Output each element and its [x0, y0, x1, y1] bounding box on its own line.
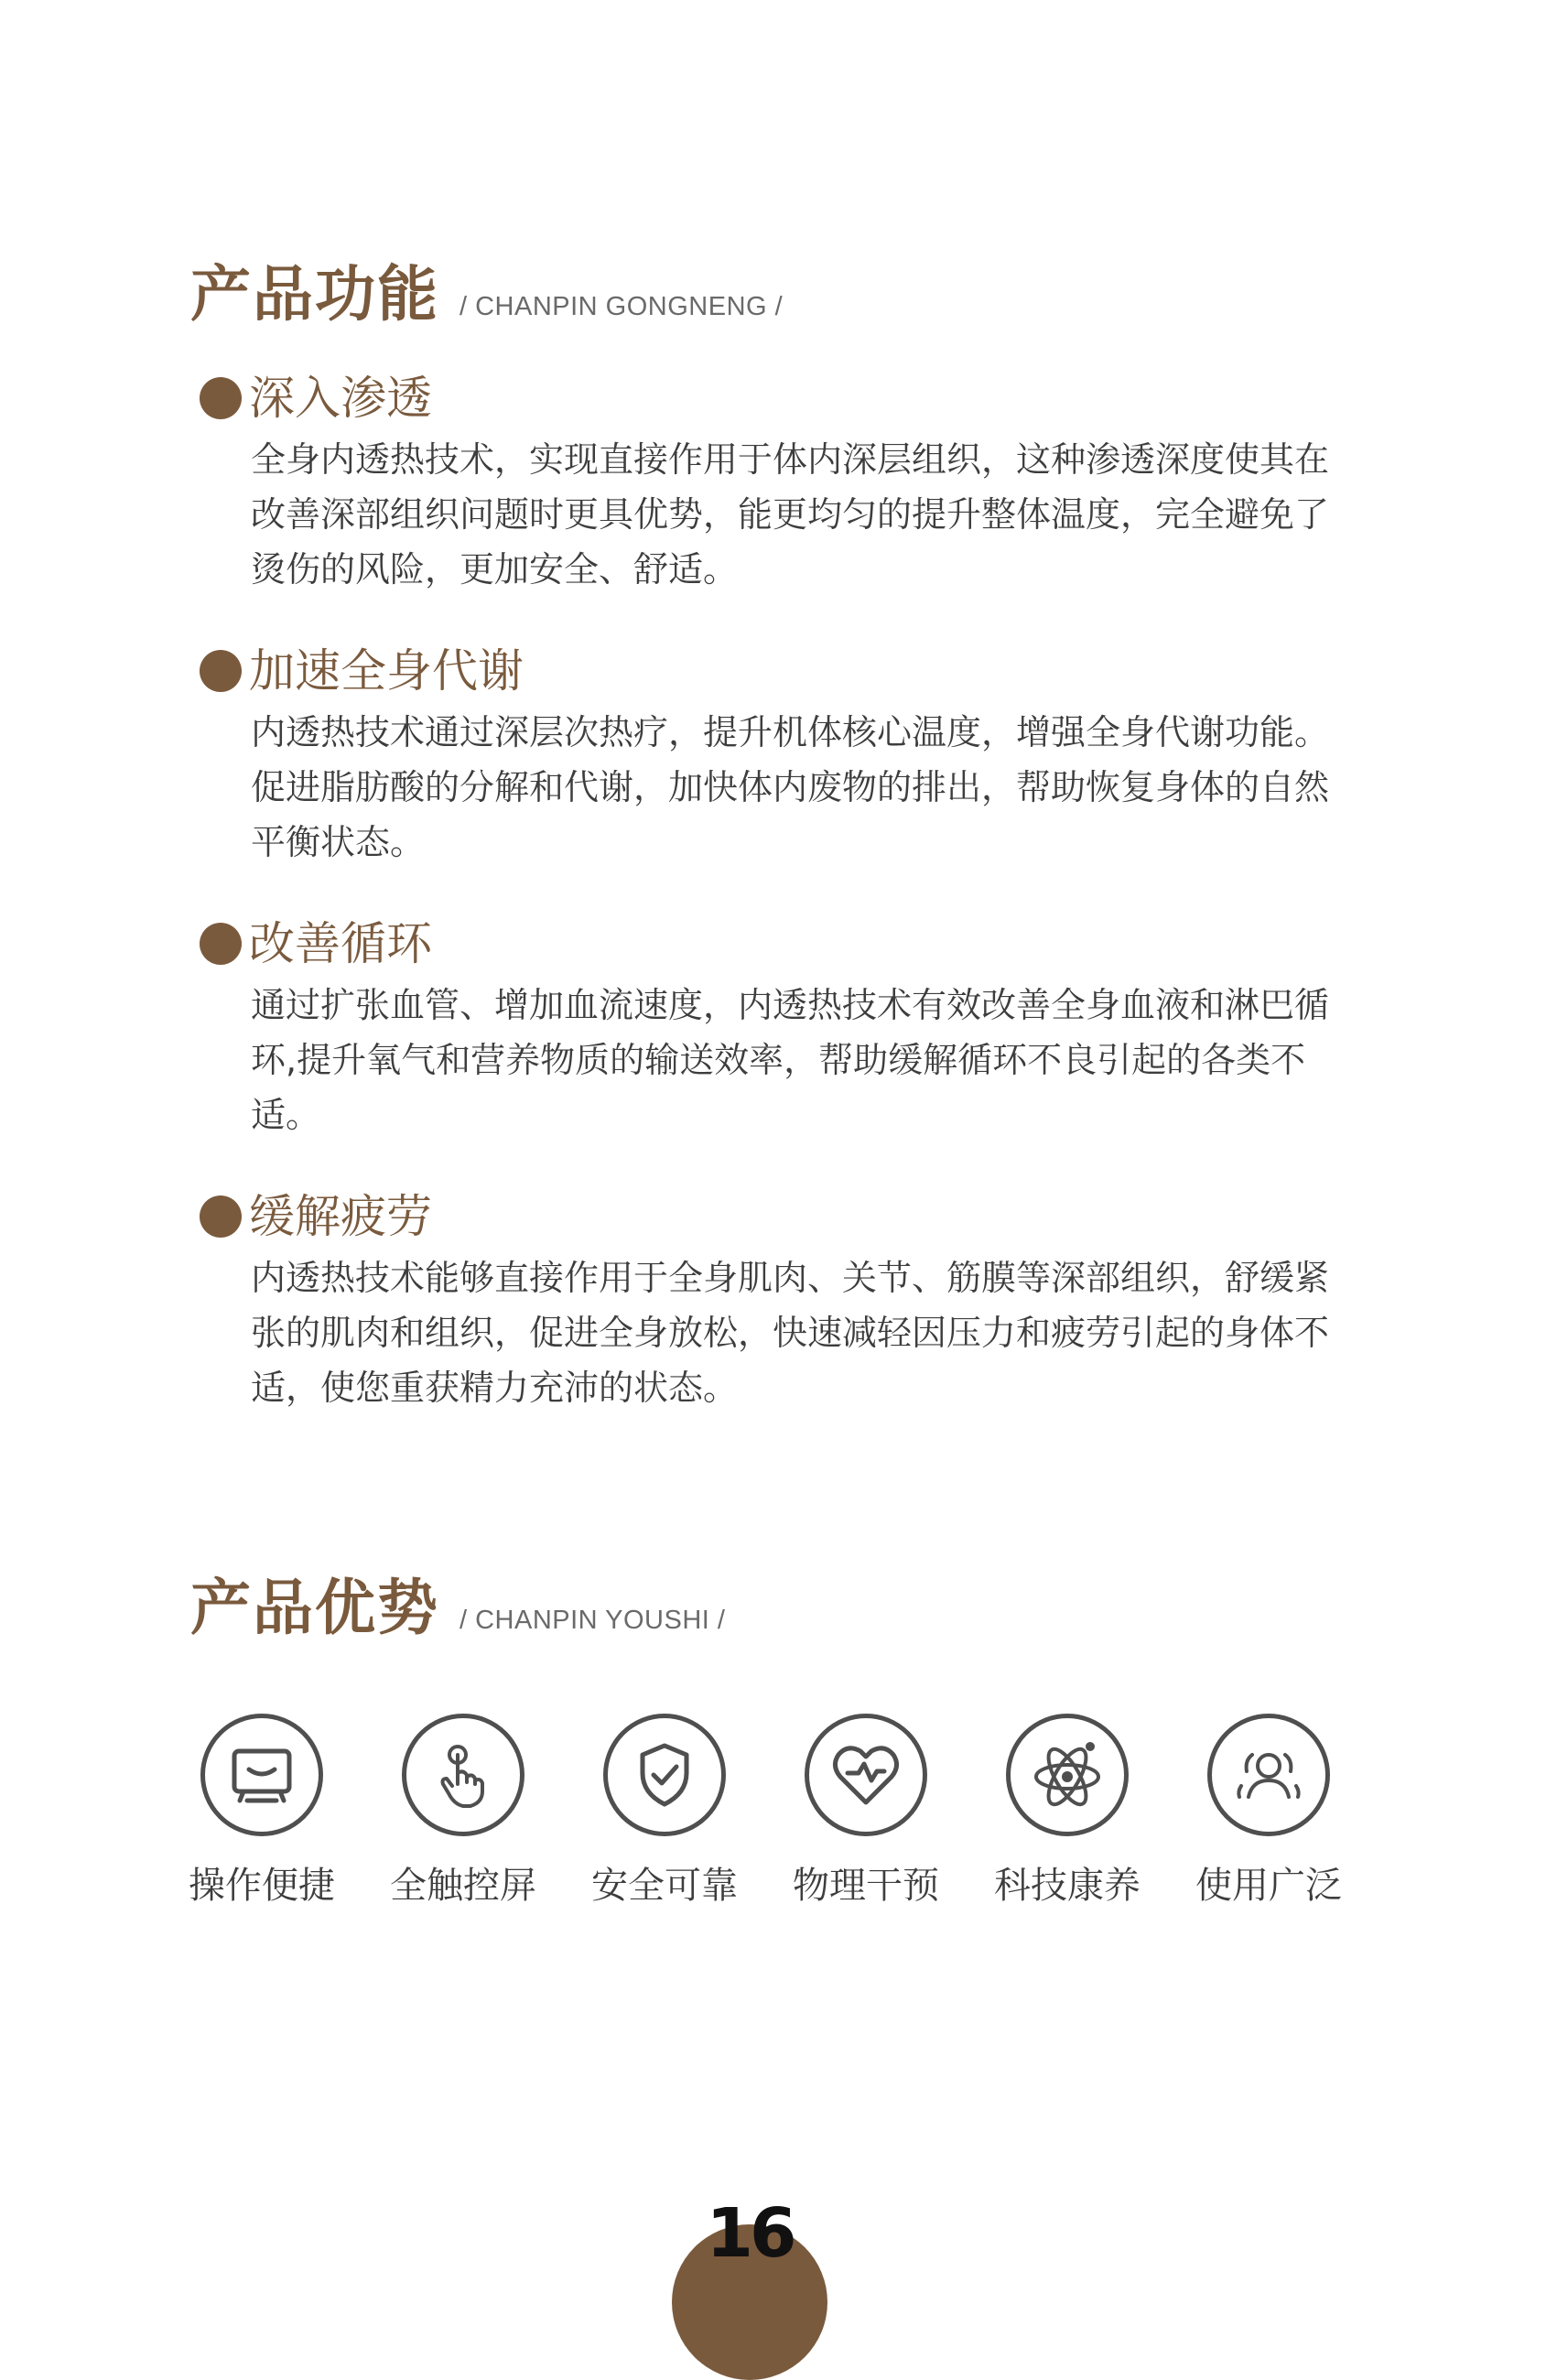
advantage-label: 科技康养: [994, 1865, 1141, 1907]
heart-pulse-icon: [805, 1714, 927, 1836]
advantage-label: 操作便捷: [189, 1865, 335, 1907]
advantage-label: 物理干预: [793, 1865, 939, 1907]
advantages-row: [170, 1714, 1360, 1933]
advantage-label: 使用广泛: [1195, 1865, 1342, 1907]
feature-description: 内透热技术通过深层次热疗，提升机体核心温度，增强全身代谢功能。促进脂肪酸的分解和代谢，加快体内废物的排出，帮助恢复身体的自然平衡状态。: [251, 712, 1330, 862]
functions-section-header: [190, 245, 783, 332]
advantage-item-physical-intervention: [774, 1714, 957, 1909]
advantages-section-subtitle: / CHANPIN YOUSHI /: [459, 1606, 726, 1635]
page-number: 16: [706, 2194, 794, 2273]
feature-heading: [200, 639, 1353, 703]
feature-title: 深入渗透: [249, 372, 432, 425]
advantage-item-wide-use: [1177, 1714, 1360, 1909]
feature-heading: [200, 912, 1353, 976]
page-number-badge: [672, 2188, 827, 2343]
touch-hand-icon: [402, 1714, 524, 1836]
advantage-item-safe-reliable: [573, 1714, 756, 1909]
feature-item-fatigue-relief: [200, 1185, 1353, 1415]
feature-title: 加速全身代谢: [249, 644, 524, 698]
monitor-smile-icon: [200, 1714, 323, 1836]
functions-section-subtitle: / CHANPIN GONGNENG /: [459, 292, 784, 321]
feature-description: 内透热技术能够直接作用于全身肌肉、关节、筋膜等深部组织，舒缓紧张的肌肉和组织，促进全身放松，快速减轻因压力和疲劳引起的身体不适，使您重获精力充沛的状态。: [251, 1258, 1330, 1408]
feature-heading: [200, 366, 1353, 430]
feature-title: 改善循环: [249, 917, 432, 970]
bullet-dot-icon: [200, 1195, 242, 1238]
shield-check-icon: [603, 1714, 726, 1836]
functions-section-title: 产品功能: [190, 258, 439, 330]
advantages-section-header: [190, 1559, 725, 1646]
advantages-section-title: 产品优势: [190, 1572, 439, 1643]
feature-item-circulation: [200, 912, 1353, 1142]
user-group-icon: [1207, 1714, 1330, 1836]
bullet-dot-icon: [200, 377, 242, 419]
feature-item-metabolism: [200, 639, 1353, 870]
advantage-label: 全触控屏: [390, 1865, 536, 1907]
feature-description: 全身内透热技术，实现直接作用于体内深层组织，这种渗透深度使其在改善深部组织问题时更具优势，能更均匀的提升整体温度，完全避免了烫伤的风险，更加安全、舒适。: [251, 439, 1330, 590]
atom-icon: [1006, 1714, 1129, 1836]
feature-description: 通过扩张血管、增加血流速度，内透热技术有效改善全身血液和淋巴循环,提升氧气和营养物质的输送效率，帮助缓解循环不良引起的各类不适。: [251, 985, 1330, 1135]
advantage-item-tech-wellness: [976, 1714, 1159, 1909]
advantage-item-easy-operation: [170, 1714, 353, 1909]
bullet-dot-icon: [200, 923, 242, 965]
feature-title: 缓解疲劳: [249, 1190, 432, 1243]
feature-heading: [200, 1185, 1353, 1249]
bullet-dot-icon: [200, 650, 242, 692]
advantage-item-touchscreen: [372, 1714, 555, 1909]
feature-item-deep-penetration: [200, 366, 1353, 597]
advantage-label: 安全可靠: [591, 1865, 738, 1907]
